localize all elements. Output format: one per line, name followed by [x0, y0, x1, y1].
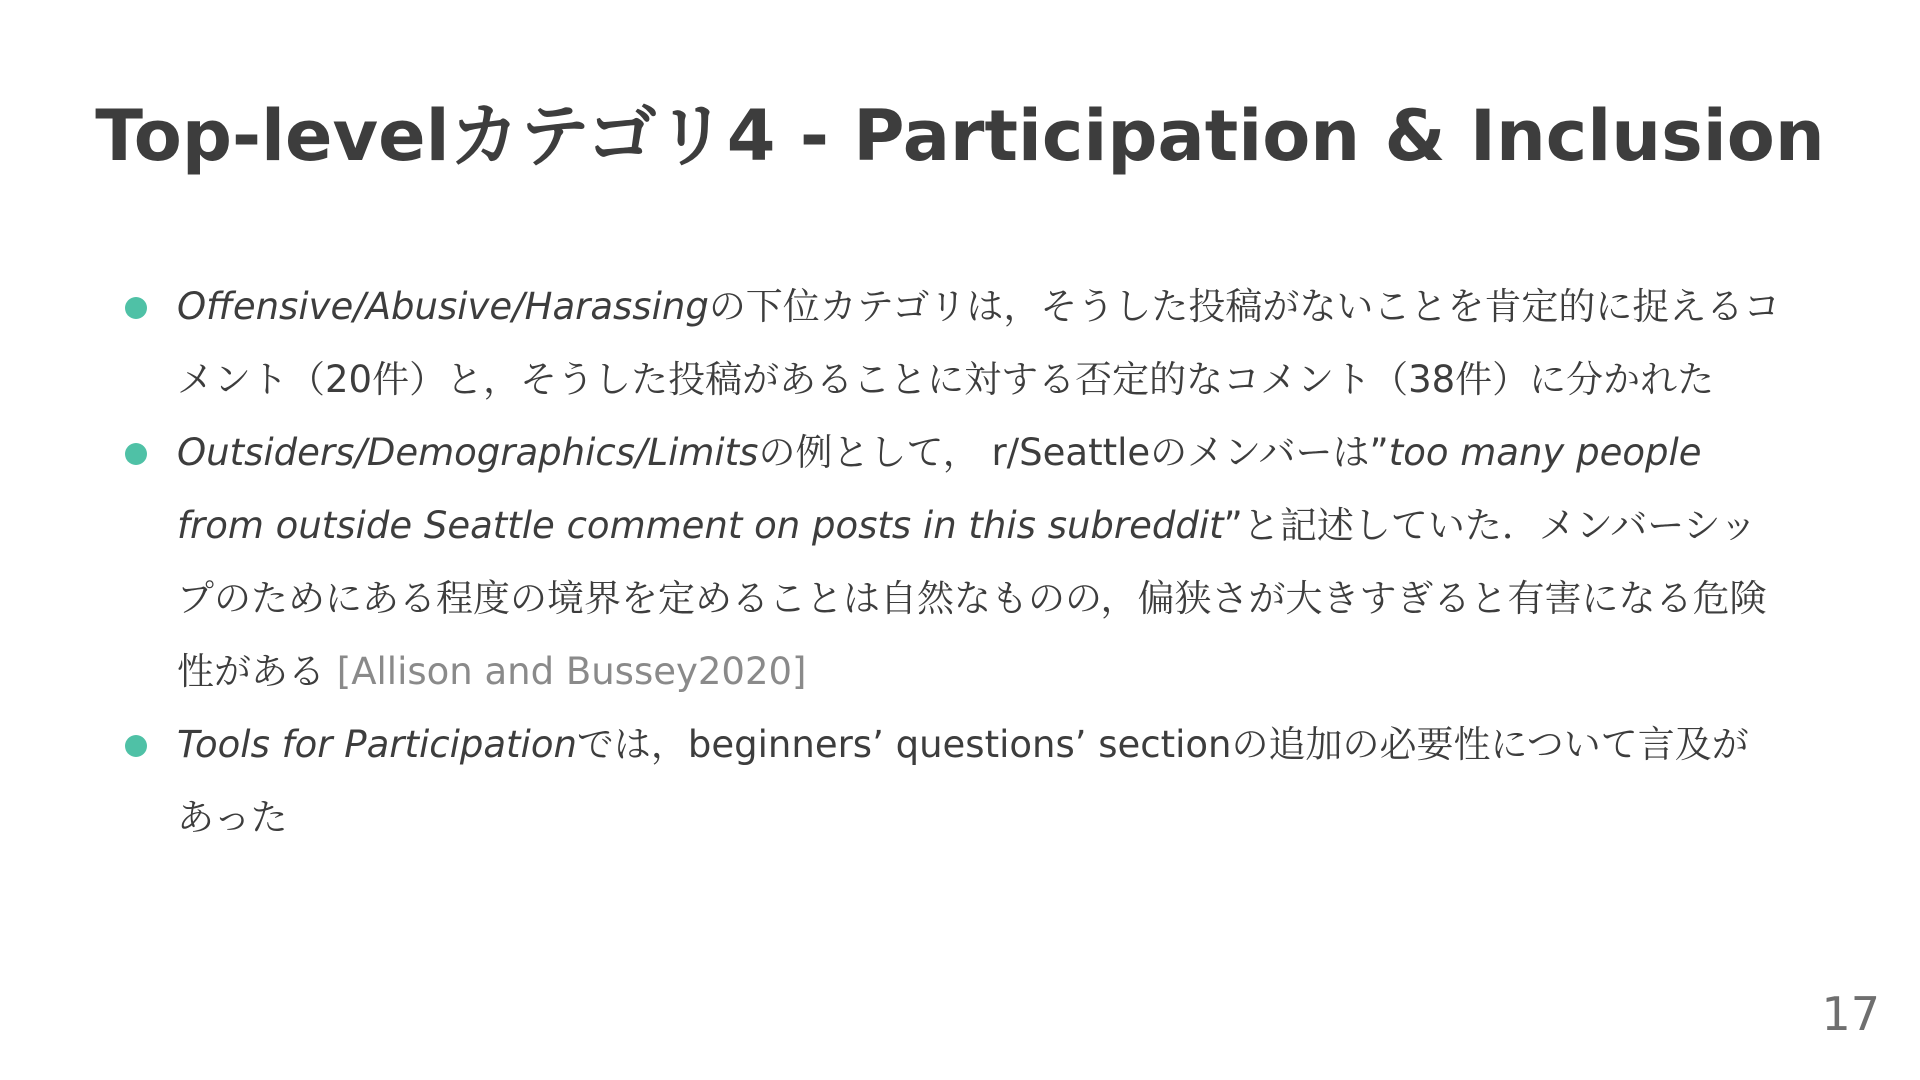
bullet-text: ”と記述していた．メンバーシップのためにある程度の境界を定めることは自然なものの，偏狭さが大きすぎると有害になる危険性がある	[177, 504, 1767, 693]
bullet-dot-icon	[125, 443, 147, 465]
bullet-item	[125, 416, 1785, 708]
bullet-item	[125, 270, 1785, 416]
bullet-italic-quote: too many people from outside Seattle comment on posts in this subreddit	[177, 431, 1702, 547]
bullet-list	[125, 270, 1785, 854]
page-number: 17	[1821, 987, 1880, 1041]
bullet-text: の例として， r/Seattleのメンバーは”	[758, 431, 1389, 474]
bullet-italic-term: Tools for Participation	[177, 723, 577, 766]
citation: [Allison and Bussey2020]	[336, 650, 807, 693]
slide-title: Top-levelカテゴリ4 - Participation & Inclusion	[95, 95, 1825, 177]
bullet-item	[125, 708, 1785, 854]
bullet-italic-term: Outsiders/Demographics/Limits	[177, 431, 759, 474]
bullet-dot-icon	[125, 735, 147, 757]
bullet-text: では，beginners’ questions’ sectionの追加の必要性について言及があった	[177, 723, 1749, 839]
bullet-italic-term: Offensive/Abusive/Harassing	[177, 285, 709, 328]
bullet-text: の下位カテゴリは，そうした投稿がないことを肯定的に捉えるコメント（20件）と，そうした投稿があることに対する否定的なコメント（38件）に分かれた	[177, 285, 1781, 401]
bullet-dot-icon	[125, 297, 147, 319]
